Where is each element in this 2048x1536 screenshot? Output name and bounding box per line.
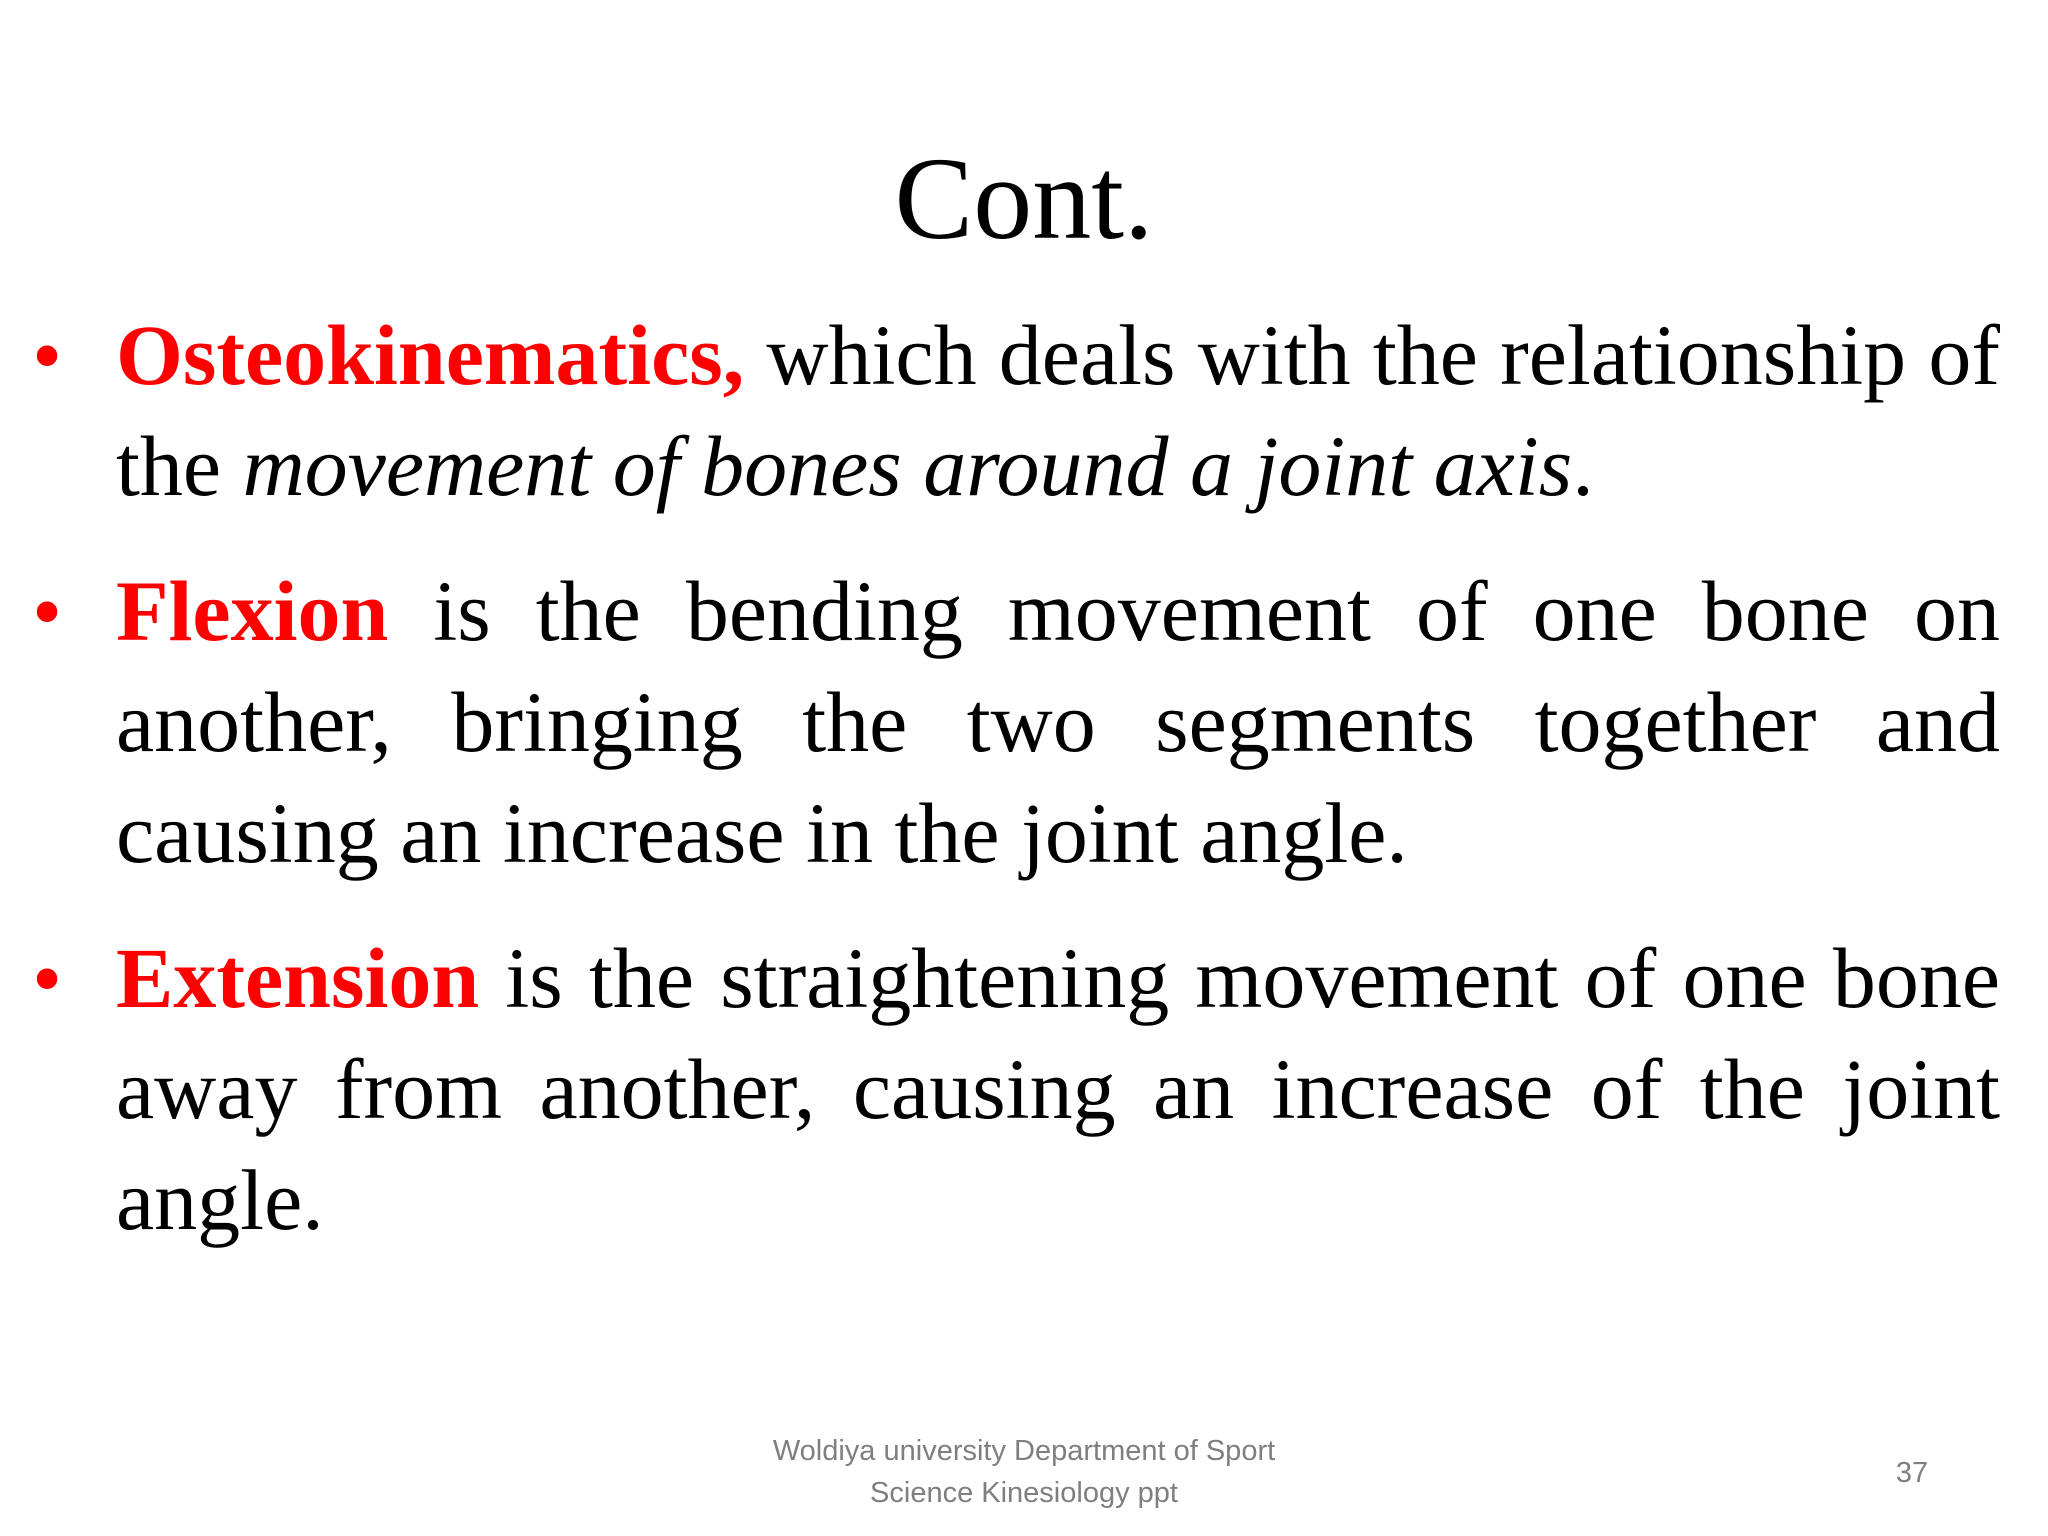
bullet-italic-text: movement of bones around a joint axis <box>242 418 1573 514</box>
bullet-text: which deals with the relationship of the <box>116 307 2000 514</box>
term-osteokinematics: Osteokinematics, <box>116 307 745 403</box>
bullet-extension <box>32 923 2000 1256</box>
footer-line-1: Woldiya university Department of Sport <box>772 1435 1276 1467</box>
bullet-dot-icon: • <box>32 930 63 1026</box>
slide-footer <box>724 1430 1324 1514</box>
page-number: 37 <box>1895 1457 1929 1489</box>
term-flexion: Flexion <box>116 563 389 659</box>
footer-line-2: Science Kinesiology ppt <box>870 1477 1178 1509</box>
bullet-text-end: . <box>1572 418 1594 514</box>
bullet-text: is the bending movement of one bone on another, bringing the two segments together and causing an increase in the joint angle. <box>116 563 2000 881</box>
bullet-osteokinematics <box>32 300 2000 522</box>
bullet-list <box>0 300 2048 1290</box>
term-extension: Extension <box>116 930 480 1026</box>
bullet-dot-icon: • <box>32 307 63 403</box>
bullet-flexion <box>32 556 2000 889</box>
bullet-dot-icon: • <box>32 563 63 659</box>
bullet-text: is the straightening movement of one bone away from another, causing an increase of the joint angle. <box>116 930 2000 1248</box>
slide-title: Cont. <box>894 133 1154 264</box>
